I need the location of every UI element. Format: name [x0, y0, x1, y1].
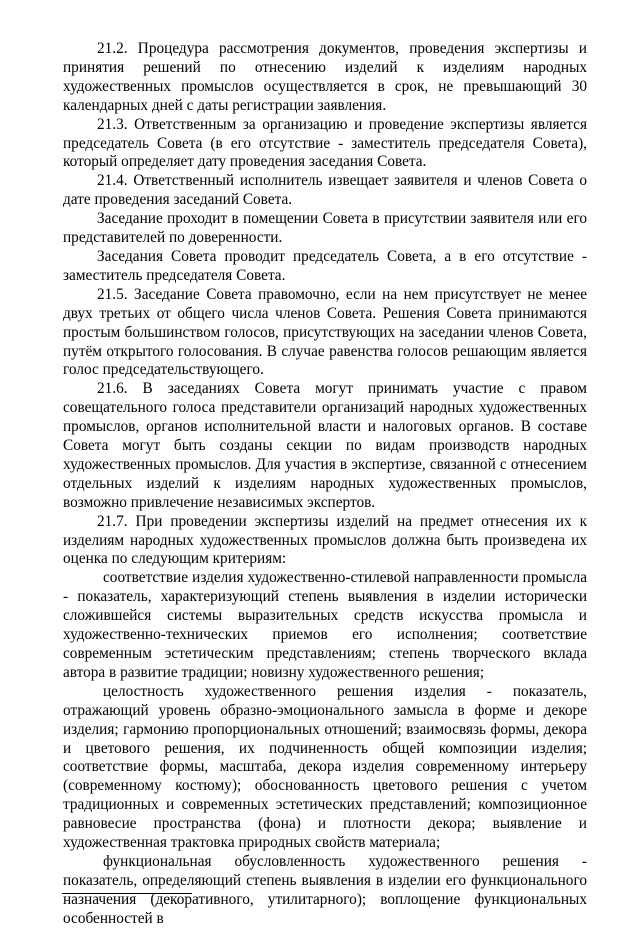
footnote-divider — [62, 893, 192, 894]
paragraph-21-7: 21.7. При проведении экспертизы изделий на предмет отнесения их к изделиям народных художественных промыслов должна быть произведена их оценка по следующим критериям: — [63, 512, 587, 568]
paragraph-21-5: 21.5. Заседание Совета правомочно, если на нем присутствует не менее двух третьих от общего числа членов Совета. Решения Совета принимаются простым большинством голосов, присутствующих на заседании членов Совета, путём открытого голосования. В случае равенства голосов решающим является голос председательствующего. — [63, 285, 587, 379]
paragraph-21-4: 21.4. Ответственный исполнитель извещает заявителя и членов Совета о дате проведения заседаний Совета. — [63, 172, 587, 209]
document-body — [63, 40, 587, 929]
criterion-style-conformity: соответствие изделия художественно-стилевой направленности промысла - показатель, характеризующий степень выявления в изделии исторически сложившейся системы выразительных средств искусства промысла и художественно-технических приемов его исполнения; соответствие современным эстетическим представлениям; степень творческого вклада автора в развитие традиции; новизну художественного решения; — [63, 569, 587, 681]
paragraph-21-3: 21.3. Ответственным за организацию и проведение экспертизы является председатель Совета (в его отсутствие - заместитель председателя Совета), который определяет дату проведения заседания Совета. — [63, 115, 587, 171]
criterion-functional: функциональная обусловленность художественного решения - показатель, определяющий степень выявления в изделии его функционального назначения (декоративного, утилитарного); воплощение функциональных особенностей в — [63, 852, 587, 927]
criterion-integrity: целостность художественного решения изделия - показатель, отражающий уровень образно-эмоционального замысла в форме и декоре изделия; гармонию пропорциональных отношений; взаимосвязь формы, декора и цветового решения, их подчиненность общей композиции изделия; соответствие формы, масштаба, декора изделия современному интерьеру (современному костюму); обоснованность цветового решения с учетом традиционных и современных эстетических представлений; композиционное равновесие пространства (фона) и плотности декора; выявление и художественная трактовка природных свойств материала; — [63, 682, 587, 852]
paragraph-meeting-chair: Заседания Совета проводит председатель Совета, а в его отсутствие - заместитель председателя Совета. — [63, 247, 587, 284]
paragraph-21-2: 21.2. Процедура рассмотрения документов, проведения экспертизы и принятия решений по отнесению изделий к изделиям народных художественных промыслов осуществляется в срок, не превышающий 30 календарных дней с даты регистрации заявления. — [63, 40, 587, 114]
paragraph-21-6: 21.6. В заседаниях Совета могут принимать участие с правом совещательного голоса представители организаций народных художественных промыслов, органов исполнительной власти и налоговых органов. В составе Совета могут быть созданы секции по видам производств народных художественных промыслов. Для участия в экспертизе, связанной с отнесением отдельных изделий к изделиям народных художественных промыслов, возможно привлечение независимых экспертов. — [63, 380, 587, 511]
paragraph-meeting-location: Заседание проходит в помещении Совета в присутствии заявителя или его представителей по доверенности. — [63, 210, 587, 247]
